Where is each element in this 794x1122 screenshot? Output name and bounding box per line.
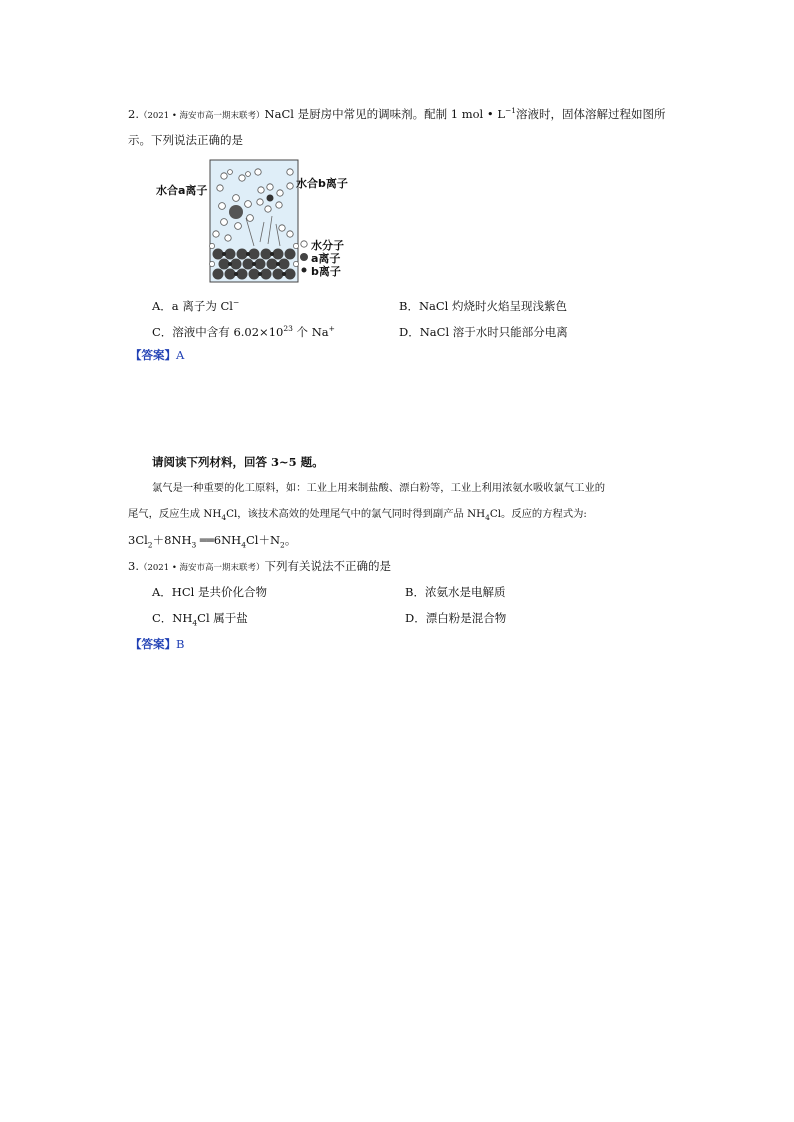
q2-number: 2. <box>128 107 139 121</box>
eq-d: Cl＋N <box>245 533 281 547</box>
passage-line-2 <box>128 506 587 522</box>
eq-sub3: 4 <box>241 540 246 550</box>
label-hydrated-b-ion: 水合b离子 <box>296 177 348 190</box>
passage-line-2-sub1: 4 <box>221 513 227 523</box>
q2-option-a <box>152 298 239 314</box>
q2-answer-value: A <box>176 348 185 362</box>
q3-option-a: A．HCl 是共价化合物 <box>152 585 267 599</box>
passage-line-2-sub2: 4 <box>485 513 490 523</box>
passage-line-2b: Cl，该技术高效的处理尾气中的氯气同时得到副产品 NH <box>226 508 486 520</box>
q3-answer-tag: 【答案】 <box>130 637 176 651</box>
eq-c: ══6NH <box>196 533 242 547</box>
passage-line-2a: 尾气，反应生成 NH <box>128 508 222 520</box>
q2-option-c-text1: C．溶液中含有 6.02×10 <box>152 325 284 339</box>
q2-option-d: D．NaCl 溶于水时只能部分电离 <box>399 325 568 339</box>
q2-option-c <box>152 324 335 340</box>
q2-stem-1-sup: −1 <box>504 106 517 116</box>
b-ion-icon <box>302 268 307 273</box>
eq-a: 3Cl <box>128 533 148 547</box>
legend-symbols <box>300 241 308 273</box>
eq-sub2: 3 <box>191 540 197 550</box>
dissolution-figure <box>150 158 380 284</box>
q2-option-a-text: A．a 离子为 Cl <box>152 299 233 313</box>
q2-stem-line-1 <box>128 106 666 124</box>
label-hydrated-a-ion: 水合a离子 <box>156 184 208 197</box>
q3-option-c <box>152 610 248 626</box>
q2-option-c-sup1: 23 <box>283 324 293 334</box>
q2-option-b: B．NaCl 灼烧时火焰呈现浅紫色 <box>399 299 568 313</box>
passage-equation <box>128 532 296 548</box>
eq-sub1: 2 <box>147 540 153 550</box>
q3-option-c-sub: 4 <box>192 618 198 628</box>
eq-sub4: 2 <box>280 540 285 550</box>
q3-option-d: D．漂白粉是混合物 <box>405 611 507 625</box>
q2-stem-line-2: 示。下列说法正确的是 <box>128 133 243 147</box>
q2-stem-1a: NaCl 是厨房中常见的调味剂。配制 1 mol • L <box>264 107 505 121</box>
q3-answer <box>130 636 184 652</box>
q2-answer-tag: 【答案】 <box>130 348 176 362</box>
eq-e: 。 <box>284 533 297 547</box>
q2-answer <box>130 347 184 363</box>
passage-line-1: 氯气是一种重要的化工原料，如：工业上用来制盐酸、漂白粉等，工业上利用浓氨水吸收氯气工业的 <box>152 482 606 494</box>
q3-option-c-a: C．NH <box>152 611 193 625</box>
q3-source: （2021 • 海安市高一期末联考） <box>138 563 265 573</box>
q3-number: 3. <box>128 559 139 573</box>
q3-answer-value: B <box>176 637 185 651</box>
q2-source: （2021 • 海安市高一期末联考） <box>138 111 265 121</box>
q3-stem-text: 下列有关说法不正确的是 <box>264 559 392 573</box>
q2-option-c-text2: 个 Na <box>292 325 329 339</box>
legend-a-ion-label: a离子 <box>311 252 341 265</box>
eq-b: ＋8NH <box>152 533 192 547</box>
a-ion-icon <box>300 253 308 261</box>
q2-stem-1b: 溶液时，固体溶解过程如图所 <box>516 107 666 121</box>
q2-option-a-sup: − <box>232 298 240 308</box>
passage-title: 请阅读下列材料，回答 3~5 题。 <box>152 455 324 469</box>
q3-stem <box>128 558 391 576</box>
legend-water-label: 水分子 <box>311 239 344 252</box>
passage-line-2c: Cl。反应的方程式为: <box>489 508 587 520</box>
legend-b-ion-label: b离子 <box>311 265 341 278</box>
q2-option-c-sup2: + <box>328 324 335 334</box>
q3-option-c-b: Cl 属于盐 <box>197 611 248 625</box>
water-molecule-icon <box>301 241 307 247</box>
q3-option-b: B．浓氨水是电解质 <box>405 585 506 599</box>
